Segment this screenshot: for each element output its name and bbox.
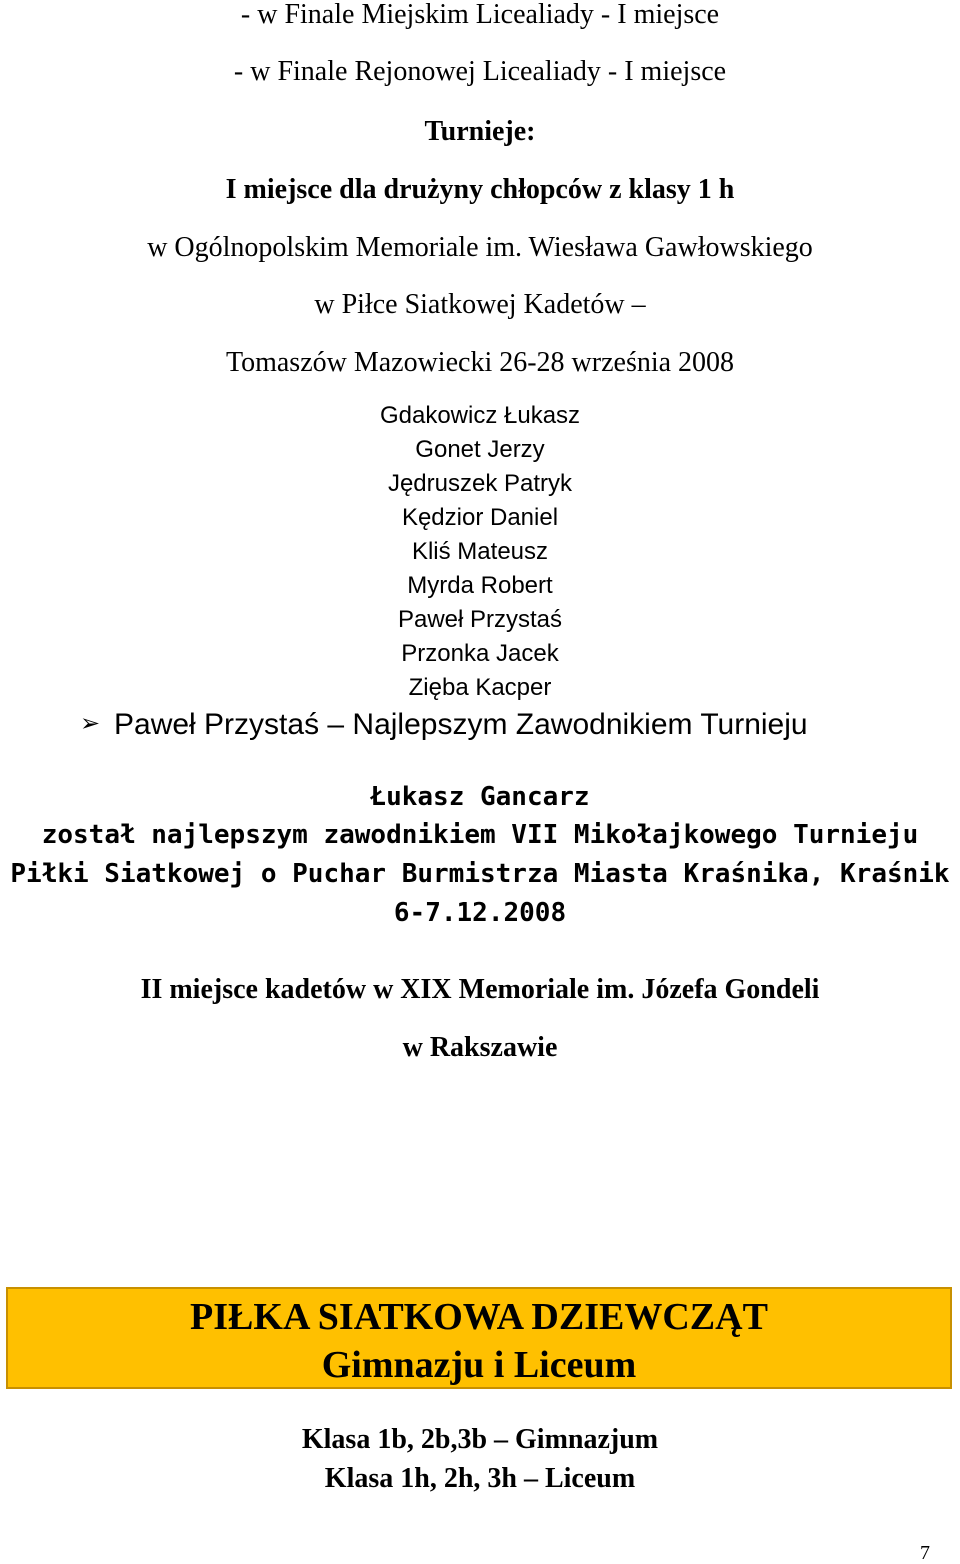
banner-subtitle: Gimnazju i Liceum [321,1344,637,1386]
page-number: 7 [920,1542,930,1564]
result-line-2: - w Finale Rejonowej Licealiady - I miejsce [233,56,727,87]
player-name: Gonet Jerzy [415,436,545,463]
tournament-1-line-4: Tomaszów Mazowiecki 26-28 września 2008 [225,347,735,378]
best-player-text: Paweł Przystaś – Najlepszym Zawodnikiem Turnieju [114,708,808,741]
award-2-line-2: został najlepszym zawodnikiem VII Mikołajkowego Turnieju [41,820,919,850]
banner-title: PIŁKA SIATKOWA DZIEWCZĄT [190,1296,768,1338]
best-player-line [80,710,920,740]
player-name: Jędruszek Patryk [387,470,573,497]
arrow-bullet-icon: ➢ [80,709,101,737]
tournament-1-line-2: w Ogólnopolskim Memoriale im. Wiesława Gawłowskiego [147,232,813,263]
section-banner [6,1287,952,1389]
tournament-1-line-3: w Piłce Siatkowej Kadetów – [314,289,646,320]
player-name: Myrda Robert [407,572,553,599]
award-2-line-1: Łukasz Gancarz [370,782,590,812]
player-name: Przonka Jacek [401,640,559,667]
award-3-line-1: II miejsce kadetów w XIX Memoriale im. Józefa Gondeli [140,974,820,1005]
player-name: Gdakowicz Łukasz [379,402,581,429]
class-line-2: Klasa 1h, 2h, 3h – Liceum [324,1463,636,1494]
player-name: Kliś Mateusz [411,538,549,565]
player-name: Zięba Kacper [408,674,552,701]
class-line-1: Klasa 1b, 2b,3b – Gimnazjum [301,1424,659,1455]
player-name: Paweł Przystaś [397,606,563,633]
player-name: Kędzior Daniel [401,504,559,531]
award-2-line-4: 6-7.12.2008 [393,898,567,928]
tournament-1-line-1: I miejsce dla drużyny chłopców z klasy 1 h [225,174,735,205]
award-2-line-3: Piłki Siatkowej o Puchar Burmistrza Miasta Kraśnika, Kraśnik [10,859,950,889]
award-3-line-2: w Rakszawie [402,1032,558,1063]
result-line-1: - w Finale Miejskim Licealiady - I miejsce [240,0,720,30]
tournaments-heading: Turnieje: [424,116,536,147]
